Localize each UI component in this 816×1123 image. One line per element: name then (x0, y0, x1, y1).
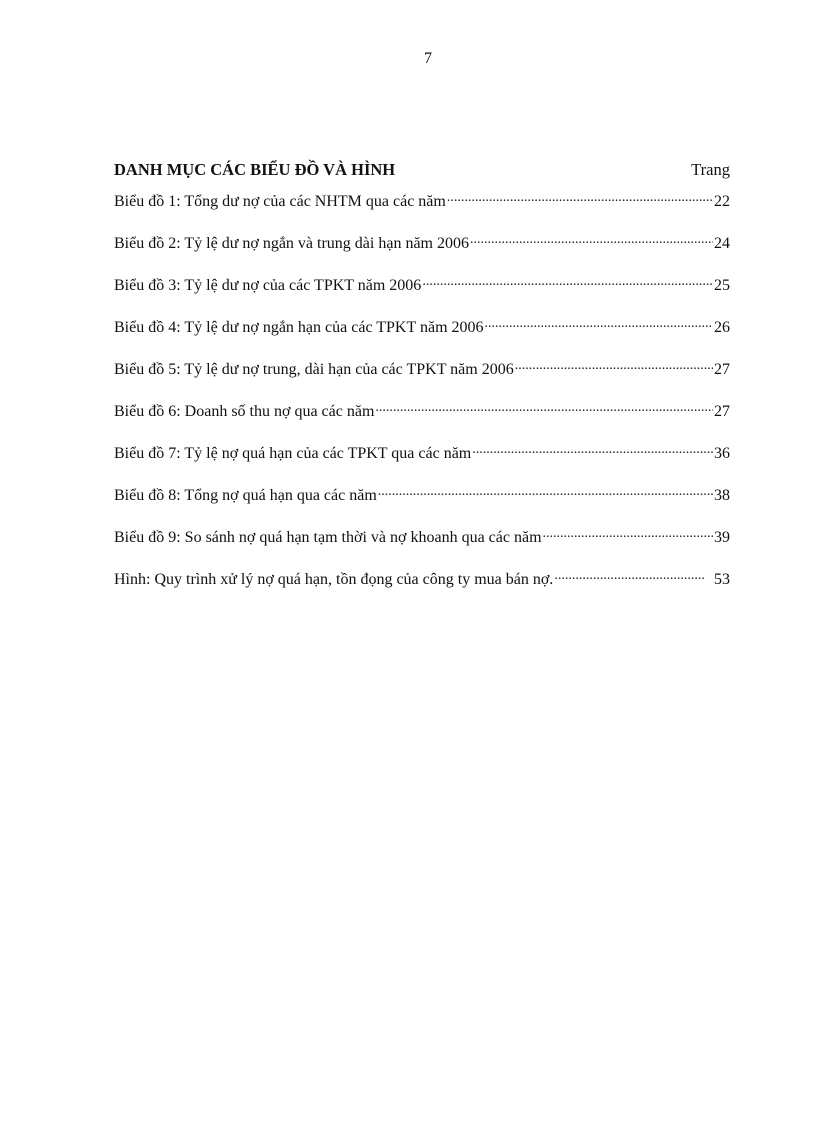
toc-entry-title: Biểu đồ 1: Tổng dư nợ của các NHTM qua các năm (114, 193, 446, 210)
toc-entry-page: 24 (714, 235, 730, 252)
dot-leader (554, 570, 705, 584)
toc-entry-title: Hình: Quy trình xử lý nợ quá hạn, tồn đọng của công ty mua bán nợ. (114, 571, 554, 588)
dot-leader (472, 444, 713, 458)
dot-leader (375, 402, 713, 416)
dot-leader (485, 318, 713, 332)
toc-entry-title: Biểu đồ 6: Doanh số thu nợ qua các năm (114, 403, 375, 420)
toc-entry-title: Biểu đồ 2: Tỷ lệ dư nợ ngắn và trung dài hạn năm 2006 (114, 235, 469, 252)
toc-entry-page: 27 (714, 361, 730, 378)
toc-entry-title: Biểu đồ 8: Tổng nợ quá hạn qua các năm (114, 487, 377, 504)
toc-entry-page: 22 (714, 193, 730, 210)
toc-entry-title: Biểu đồ 3: Tỷ lệ dư nợ của các TPKT năm 2006 (114, 277, 422, 294)
table-of-figures (114, 160, 730, 612)
toc-entry-page: 26 (714, 319, 730, 336)
toc-entry-title: Biểu đồ 4: Tỷ lệ dư nợ ngắn hạn của các TPKT năm 2006 (114, 319, 484, 336)
dot-leader (422, 276, 713, 290)
toc-entry[interactable] (114, 528, 730, 548)
toc-entry-title: Biểu đồ 7: Tỷ lệ nợ quá hạn của các TPKT qua các năm (114, 445, 472, 462)
toc-entry[interactable] (114, 192, 730, 212)
toc-entry-page: 25 (714, 277, 730, 294)
toc-entry[interactable] (114, 486, 730, 506)
toc-entry-title: Biểu đồ 5: Tỷ lệ dư nợ trung, dài hạn của các TPKT năm 2006 (114, 361, 514, 378)
toc-entry[interactable] (114, 276, 730, 296)
toc-entry[interactable] (114, 570, 730, 590)
dot-leader (543, 528, 713, 542)
toc-entry[interactable] (114, 402, 730, 422)
toc-entry[interactable] (114, 234, 730, 254)
dot-leader (470, 234, 713, 248)
dot-leader (515, 360, 713, 374)
toc-title: DANH MỤC CÁC BIỂU ĐỒ VÀ HÌNH (114, 160, 396, 179)
dot-leader (447, 192, 713, 206)
page-number: 7 (424, 50, 432, 67)
toc-header (114, 160, 730, 182)
toc-entry[interactable] (114, 444, 730, 464)
toc-page-column-label: Trang (691, 160, 730, 179)
dot-leader (378, 486, 713, 500)
toc-entry[interactable] (114, 318, 730, 338)
toc-entry[interactable] (114, 360, 730, 380)
toc-entry-page: 53 (714, 571, 730, 588)
toc-entry-title: Biểu đồ 9: So sánh nợ quá hạn tạm thời và nợ khoanh qua các năm (114, 529, 542, 546)
toc-entry-page: 38 (714, 487, 730, 504)
toc-entry-page: 27 (714, 403, 730, 420)
toc-entry-page: 36 (714, 445, 730, 462)
toc-entry-page: 39 (714, 529, 730, 546)
